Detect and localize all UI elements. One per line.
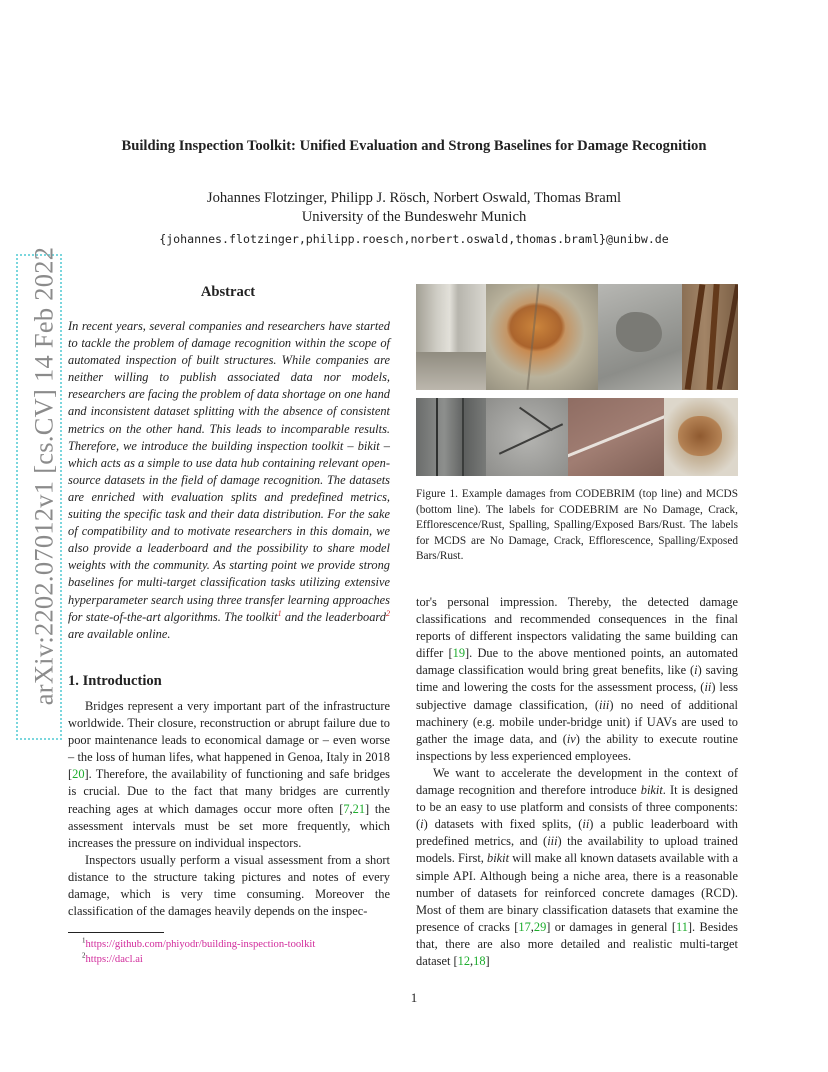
codebrim-spalling-image xyxy=(598,284,682,390)
paper-title: Building Inspection Toolkit: Unified Evaluation and Strong Baselines for Damage Recognition xyxy=(121,138,707,154)
abstract-text: In recent years, several companies and researchers have started to tackle the problem of damage recognition within the scope of automated inspection of built structures. While companies are neither willing to publish associated data nor models, researchers are facing the problem of data shortage on one hand and inconsistent dataset splitting with the absence of consistent metrics on the other hand. This leads to incomparable results. Therefore, we introduce the building inspection toolkit – bikit – which acts as a simple to use data hub containing relevant open-source datasets in the field of damage recognition. The datasets are enriched with evaluation splits and predefined metrics, suiting the specific task and their data distribution. For the sake of compatibility and to motivate researchers in this domain, we also provide a leaderboard and the possibility to share model weights with the community. As starting point we provide strong baselines for multi-target classification tasks utilizing extensive hyperparameter search using three transfer learning approaches for state-of-the-art algorithms. The toolkit$^1$ and the leaderboard$^2$ are available online. xyxy=(68,319,390,641)
footnote-rule xyxy=(68,932,164,933)
arxiv-stamp[interactable]: arXiv:2202.07012v1 [cs.CV] 14 Feb 2022 xyxy=(28,246,59,706)
citation-29[interactable]: 29 xyxy=(533,919,547,934)
codebrim-efflorescence-rust-image xyxy=(486,284,598,390)
figure-1-image-grid xyxy=(416,284,738,476)
mcds-exposed-bars-rust-image xyxy=(664,398,738,476)
codebrim-exposed-bars-rust-image xyxy=(682,284,738,390)
intro-paragraph-1: Bridges represent a very important part of the infrastructure worldwide. Their closure, reconstruction or abrupt failure due to poor maintenance leads to economical damage or – even worse – the loss of human lifes, what happened in Genoa, Italy in 2018 [20]. Therefore, the availability of functioning and safe bridges is crucial. Due to the fact that many bridges are currently reaching ages at which damages occur more often [7,21] the assessment intervals must be set more frequently, which increases the pressure on individual inspectors. xyxy=(68,699,390,850)
intro-paragraph-4: We want to accelerate the development in the context of damage recognition and therefore introduce bikit. It is designed to be an easy to use platform and consists of three components: (i) datasets with fixed splits, (ii) a public leaderboard with predefined metrics, and (iii) the availability to upload trained models. First, bikit will make all known datasets available with a simple API. Although being a niche area, there is a reasonable number of datasets for reinforced concrete damages (RCD). Most of them are binary classification datasets that examine the presence of cracks [17,29] or damages in general [11]. Besides that, there are also more detailed and realistic multi-target dataset [12,18] xyxy=(416,765,738,968)
mcds-no-damage-image xyxy=(416,398,486,476)
footnote-1-link[interactable]: https://github.com/phiyodr/building-inspection-toolkit xyxy=(85,939,316,950)
mcds-efflorescence-image xyxy=(568,398,664,476)
citation-12[interactable]: 12 xyxy=(457,953,471,968)
footnote-marker-2[interactable]: 2 xyxy=(385,608,390,618)
page-number: 1 xyxy=(410,990,418,1005)
footnote-2: $^2$https://dacl.ai xyxy=(82,951,143,965)
footnote-marker-1[interactable]: 1 xyxy=(277,608,282,618)
section-heading-introduction: 1. Introduction xyxy=(68,673,162,689)
footnote-1: $^1$https://github.com/phiyodr/building-inspection-toolkit xyxy=(82,936,316,950)
intro-left-column xyxy=(68,698,390,920)
affiliation: University of the Bundeswehr Munich xyxy=(301,209,527,225)
citation-21[interactable]: 21 xyxy=(352,801,366,816)
intro-right-column xyxy=(416,594,738,970)
abstract-heading: Abstract xyxy=(200,284,256,300)
citation-7[interactable]: 7 xyxy=(343,801,350,816)
author-list: Johannes Flotzinger, Philipp J. Rösch, Norbert Oswald, Thomas Braml xyxy=(206,190,622,206)
citation-17[interactable]: 17 xyxy=(518,919,531,934)
mcds-crack-image xyxy=(486,398,568,476)
intro-paragraph-2: Inspectors usually perform a visual assessment from a short distance to the structure taking pictures and notes of every damage, which is very time consuming. Moreover the classification of the damages heavily depends on the inspec- xyxy=(68,852,390,919)
intro-paragraph-3: tor's personal impression. Thereby, the detected damage classifications and recommended consequences in the final reports of different inspectors validating the same building can differ [19]. Due to the above mentioned points, an automated damage classification would bring great benefits, like (i) saving time and lowering the costs for the assessment process, (ii) less subjective damage classification, (iii) no need of additional machinery (e.g. mobile under-bridge unit) if UAVs are used to gather the image data, and (iv) the ability to execute routine inspections by less experienced employees. xyxy=(416,595,738,763)
author-emails: {johannes.flotzinger,philipp.roesch,norbert.oswald,thomas.braml}@unibw.de xyxy=(159,232,669,246)
footnotes xyxy=(82,937,315,967)
footnote-2-link[interactable]: https://dacl.ai xyxy=(85,954,143,965)
codebrim-no-damage-image xyxy=(416,284,486,390)
citation-20[interactable]: 20 xyxy=(72,767,85,782)
figure-1-caption: Figure 1. Example damages from CODEBRIM (top line) and MCDS (bottom line). The labels for CODEBRIM are No Damage, Crack, Efflorescence/Rust, Spalling, Spalling/Exposed Bars/Rust. The labels for MCDS are No Damage, Crack, Efflorescence, Spalling/Exposed Bars/Rust. xyxy=(416,488,738,563)
citation-11[interactable]: 11 xyxy=(675,919,688,934)
citation-18[interactable]: 18 xyxy=(473,953,486,968)
citation-19[interactable]: 19 xyxy=(452,646,466,661)
